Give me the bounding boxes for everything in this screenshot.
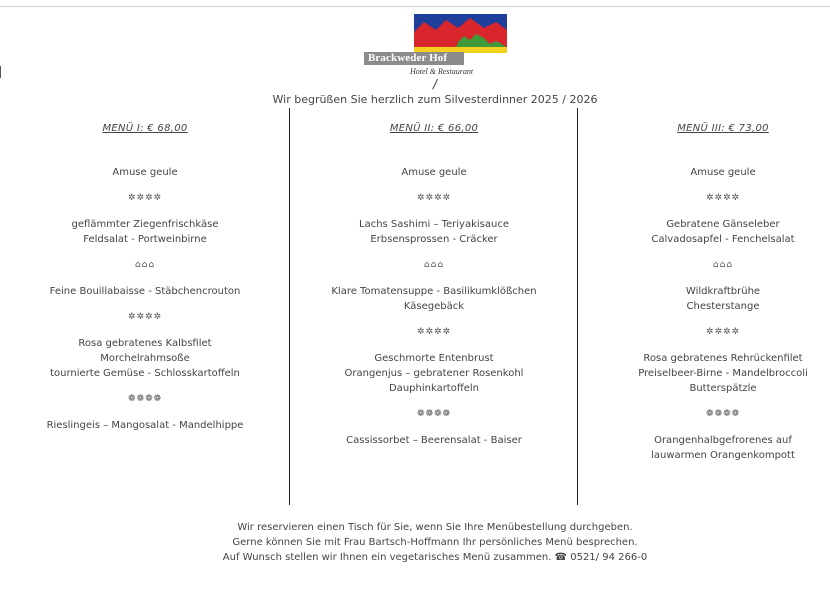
course-dish [290,433,578,448]
course-dish [290,165,578,180]
footer [0,520,830,565]
dish-line: Amuse geule [112,167,178,178]
course-dish [0,418,290,433]
dish-line: Wildkraftbrühe [685,286,761,297]
menu-column-1 [0,121,290,433]
dish-line: Preiselbeer-Birne - Mandelbroccoli [638,368,808,379]
dish-line: geflämmter Ziegenfrischkäse [71,219,219,230]
dish-line: Orangenhalbgefrorenes auf [654,435,792,446]
dish-line: Amuse geule [401,167,467,178]
dish-line: Amuse geule [690,167,756,178]
course-separator-icon: ✲✲✲✲ [705,193,741,203]
dish-line: Rieslingeis – Mangosalat - Mandelhippe [46,420,244,431]
course-separator-icon: ⌂⌂⌂ [134,260,156,270]
dish-line: Dauphinkartoffeln [388,383,480,394]
greeting: Wir begrüßen Sie herzlich zum Silvesterdinner 2025 / 2026 [272,93,598,106]
dish-line: Klare Tomatensuppe - Basilikumklößchen [331,286,537,297]
course-separator-icon: ✲✲✲✲ [416,327,452,337]
logo-name: Brackweder Hof [368,52,448,64]
left-edge-mark [0,66,1,78]
dish-line: tournierte Gemüse - Schlosskartoffeln [50,368,240,379]
course-separator-icon: ✲✲✲✲ [127,312,163,322]
dish-line: Morchelrahmsoße [100,353,190,364]
dish-line: Erbsensprossen - Cräcker [370,234,498,245]
course-separator-icon: ✲✲✲✲ [127,193,163,203]
dish-line: Calvadosapfel - Fenchelsalat [651,234,795,245]
top-divider [0,6,830,7]
dish-line: Feine Bouillabaisse - Stäbchencrouton [49,286,241,297]
course-separator-icon: ✲✲✲✲ [705,327,741,337]
menu-title: MENÜ II: € 66,00 [389,123,479,134]
course-separator-icon: ❁❁❁❁ [127,394,163,404]
course-dish [578,165,830,180]
logo-landscape-icon [414,14,507,53]
dish-line: Feldsalat - Portweinbirne [83,234,207,245]
menu-title: MENÜ I: € 68,00 [102,123,188,134]
course-dish [0,217,290,247]
logo [364,14,510,80]
dish-line: Geschmorte Entenbrust [374,353,494,364]
dish-line: Lachs Sashimi – Teriyakisauce [359,219,509,230]
footer-line-1: Wir reservieren einen Tisch für Sie, wenn Sie Ihre Menübestellung durchgeben. [237,522,633,533]
dish-line: lauwarmen Orangenkompott [651,450,795,461]
course-dish [0,336,290,381]
course-dish [578,217,830,247]
dish-line: Orangenjus – gebratener Rosenkohl [344,368,524,379]
course-dish [578,433,830,463]
course-separator-icon: ⌂⌂⌂ [712,260,734,270]
course-separator-icon: ✲✲✲✲ [416,193,452,203]
footer-line-2: Gerne können Sie mit Frau Bartsch-Hoffmann Ihr persönliches Menü besprechen. [232,537,638,548]
dish-line: Gebratene Gänseleber [666,219,780,230]
course-dish [578,351,830,396]
dish-line: Chesterstange [686,301,760,312]
footer-line-3: Auf Wunsch stellen wir Ihnen ein vegetarisches Menü zusammen. ☎ 0521/ 94 266-0 [222,552,648,563]
dish-line: Rosa gebratenes Rehrückenfilet [643,353,803,364]
course-separator-icon: ❁❁❁❁ [416,409,452,419]
course-dish [0,284,290,299]
menu-column-3 [578,121,830,463]
course-dish [290,351,578,396]
course-dish [0,165,290,180]
course-dish [578,284,830,314]
menu-column-2 [290,121,578,448]
course-dish [290,284,578,314]
slash-mark: / [433,77,438,91]
menu-title: MENÜ III: € 73,00 [677,123,769,134]
dish-line: Cassissorbet – Beerensalat - Baiser [346,435,522,446]
course-dish [290,217,578,247]
course-separator-icon: ⌂⌂⌂ [423,260,445,270]
logo-subtitle: Hotel & Restaurant [410,67,474,76]
course-separator-icon: ❁❁❁❁ [705,409,741,419]
dish-line: Butterspätzle [689,383,757,394]
dish-line: Käsegebäck [403,301,465,312]
dish-line: Rosa gebratenes Kalbsfilet [78,338,212,349]
